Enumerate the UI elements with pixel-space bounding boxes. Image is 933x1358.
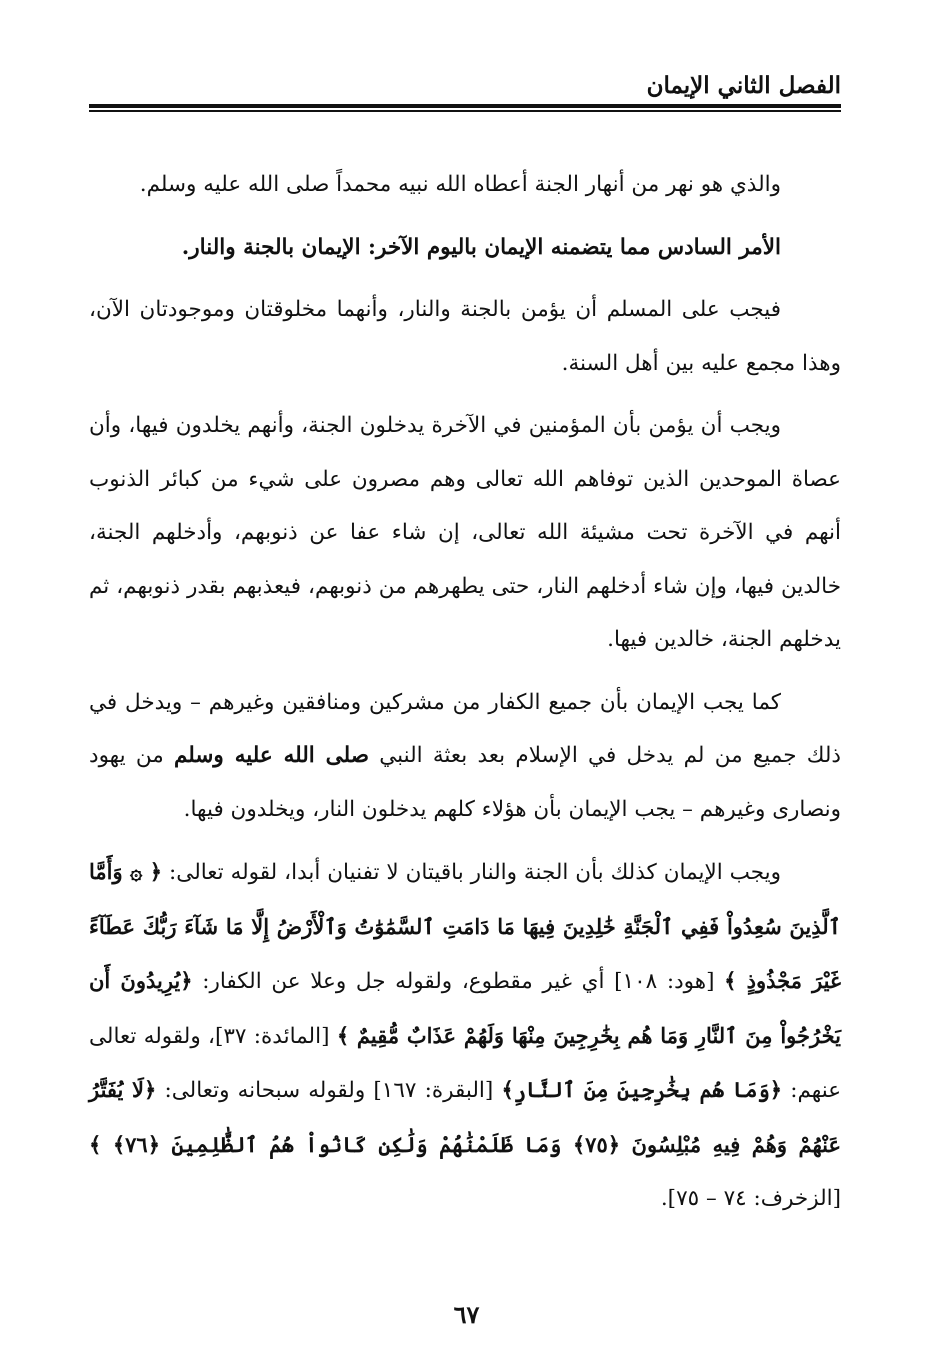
salutation: صلى الله عليه وسلم [173, 743, 369, 768]
paragraph-6 [89, 845, 841, 1226]
paragraph-1: والذي هو نهر من أنهار الجنة أعطاه الله نبيه محمداً صلى الله عليه وسلم. [139, 172, 781, 197]
paragraph-6-text-a: ويجب الإيمان كذلك بأن الجنة والنار باقيتان لا تفنيان أبدا، لقوله تعالى: [169, 860, 781, 885]
paragraph-6-text-b: [هود: ١٠٨] أي غير مقطوع، ولقوله جل وعلا عن الكفار: [202, 969, 715, 994]
quran-verse-hud: ﴿ ۞ وَأَمَّا ٱلَّذِينَ سُعِدُواْ فَفِي ٱلْجَنَّةِ خَٰلِدِينَ فِيهَا مَا دَامَتِ ٱلسَّمَٰوَٰتُ وَٱلْأَرْضُ إِلَّا مَا شَآءَ رَبُّكَ عَطَآءً غَيْرَ مَجْذُوذٍ ﴾ [89, 859, 841, 993]
page-number: ٦٧ [453, 1300, 480, 1329]
paragraph-4: ويجب أن يؤمن بأن المؤمنين في الآخرة يدخلون الجنة، وأنهم يخلدون فيها، وأن عصاة الموحدين الذين توفاهم الله تعالى وهم مصرون على شيء من كبائر الذنوب أنهم في الآخرة تحت مشيئة الله تعالى، إن شاء عفا عن ذنوبهم، وأدخلهم الجنة، خالدين فيها، وإن شاء أدخلهم النار، حتى يطهرهم من ذنوبهم، فيعذبهم بقدر ذنوبهم، ثم يدخلهم الجنة، خالدين فيها. [89, 413, 841, 652]
header-rule-thin [89, 110, 841, 112]
chapter-title: الفصل الثاني الإيمان [646, 72, 841, 99]
paragraph-6-text-e: [الزخرف: ٧٤ – ٧٥]. [660, 1186, 841, 1211]
paragraph-5 [89, 676, 841, 837]
quran-verse-baqarah: ﴿وَمَا هُم بِخَٰرِجِينَ مِنَ ٱلنَّارِ﴾ [501, 1077, 783, 1102]
running-header [89, 66, 841, 110]
header-rule-thick [89, 104, 841, 108]
paragraph-5-text-a: كما يجب الإيمان بأن جميع الكفار من مشركين ومنافقين وغيرهم – ويدخل في ذلك جميع من لم يدخل في الإسلام بعد بعثة النبي [89, 689, 842, 768]
paragraph-5-text-c: من يهود ونصارى وغيرهم – يجب الإيمان بأن هؤلاء كلهم يدخلون النار، ويخلدون فيها. [89, 743, 841, 822]
paragraph-3: فيجب على المسلم أن يؤمن بالجنة والنار، وأنهما مخلوقتان وموجودتان الآن، وهذا مجمع عليه بين أهل السنة. [89, 297, 841, 376]
quran-verse-zukhruf: ﴿لَا يُفَتَّرُ عَنْهُمْ وَهُمْ فِيهِ مُبْلِسُونَ ﴿٧٥﴾ وَمَا ظَلَمْنَٰهُمْ وَلَٰكِن كَانُواْ هُمُ ٱلظَّٰلِمِينَ ﴿٧٦﴾ ﴾ [89, 1077, 842, 1157]
body-text [89, 158, 841, 1235]
paragraph-6-text-d: [البقرة: ١٦٧] ولقوله سبحانه وتعالى: [164, 1078, 494, 1103]
quran-verse-maidah: ﴿يُرِيدُونَ أَن يَخْرُجُواْ مِنَ ٱلنَّارِ وَمَا هُم بِخَٰرِجِينَ مِنْهَا وَلَهُمْ عَذَابٌ مُّقِيمٌ ﴾ [89, 968, 841, 1048]
paragraph-6-text-c: [المائدة: ٣٧]، ولقوله تعالى عنهم: [89, 1023, 842, 1103]
section-heading: الأمر السادس مما يتضمنه الإيمان باليوم الآخر: الإيمان بالجنة والنار. [181, 234, 781, 260]
